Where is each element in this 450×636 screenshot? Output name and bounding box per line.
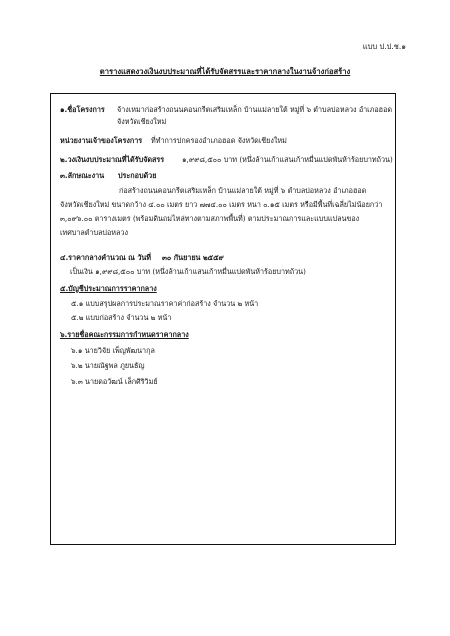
work-line2: จังหวัดเชียงใหม่ ขนาดกว้าง ๔.๐๐ เมตร ยาว ๗๗๔.๐๐ เมตร หนา ๐.๑๕ เมตร หรือมีพื้นที่เฉลี่ยไม่น้อยกว่า [60,200,383,209]
project-name-line1: จ้างเหมาก่อสร้างถนนคอนกรีตเสริมเหล็ก บ้านแม่ลายใต้ หมู่ที่ ๖ ตำบลบ่อหลวง อำเภอฮอด [117,105,393,114]
document-title: ตารางแสดงวงเงินงบประมาณที่ได้รับจัดสรรและราคากลางในงานจ้างก่อสร้าง [99,67,351,76]
budget-label: ๒.วงเงินงบประมาณที่ได้รับจัดสรร [60,155,165,164]
work-line4: เทศบาลตำบลบ่อหลวง [60,228,128,237]
estimate-item-2: ๕.๒ แบบก่อสร้าง จำนวน ๒ หน้า [71,313,172,322]
committee-member-2: ๖.๒ นายณัฐพล ภูยนธัญ [71,361,145,370]
form-code: แบบ ป.ป.ช.๑ [362,42,406,51]
work-type-label-2: ประกอบด้วย [118,171,157,180]
work-type-label: ๓.ลักษณะงาน [60,171,105,180]
owner-label: หน่วยงานเจ้าของโครงการ [60,136,143,145]
work-line1: ก่อสร้างถนนคอนกรีตเสริมเหล็ก บ้านแม่ลายใต้ หมู่ที่ ๖ ตำบลบ่อหลวง อำเภอฮอด [119,186,367,195]
estimate-list-label: ๕.บัญชีประมาณการราคากลาง [60,284,157,293]
price-value: เป็นเงิน ๑,๙๙๘,๕๐๐ บาท (หนึ่งล้านเก้าแสนเก้าหมื่นแปดพันห้าร้อยบาทถ้วน) [70,267,306,276]
price-date: ๓๐ กันยายน ๒๕๕๙ [162,253,224,262]
price-date-label: ๔.ราคากลางคำนวณ ณ วันที่ [60,253,152,262]
committee-member-3: ๖.๓ นายดอวัฒน์ เล็กศิริวิมย์ [71,377,158,386]
committee-member-1: ๖.๑ นายวิจัย เพ็ญพัฒนากุล [71,346,155,355]
project-name-label: ๑.ชื่อโครงการ [60,105,105,114]
work-line3: ๓,๐๙๖.๐๐ ตารางเมตร (พร้อมดินถมไหล่ทางตามสภาพพื้นที่) ตามประมาณการและแบบแปลนของ [60,214,360,223]
estimate-item-1: ๕.๑ แบบสรุปผลการประมาณราคาค่าก่อสร้าง จำนวน ๒ หน้า [71,299,259,308]
owner-value: ที่ทำการปกครองอำเภอฮอด จังหวัดเชียงใหม่ [151,136,287,145]
project-name-line2: จังหวัดเชียงใหม่ [117,117,167,126]
committee-label: ๖.รายชื่อคณะกรรมการกำหนดราคากลาง [60,330,189,339]
budget-value: ๑,๙๙๘,๕๐๐ บาท (หนึ่งล้านเก้าแสนเก้าหมื่นแปดพันห้าร้อยบาทถ้วน) [182,155,393,164]
